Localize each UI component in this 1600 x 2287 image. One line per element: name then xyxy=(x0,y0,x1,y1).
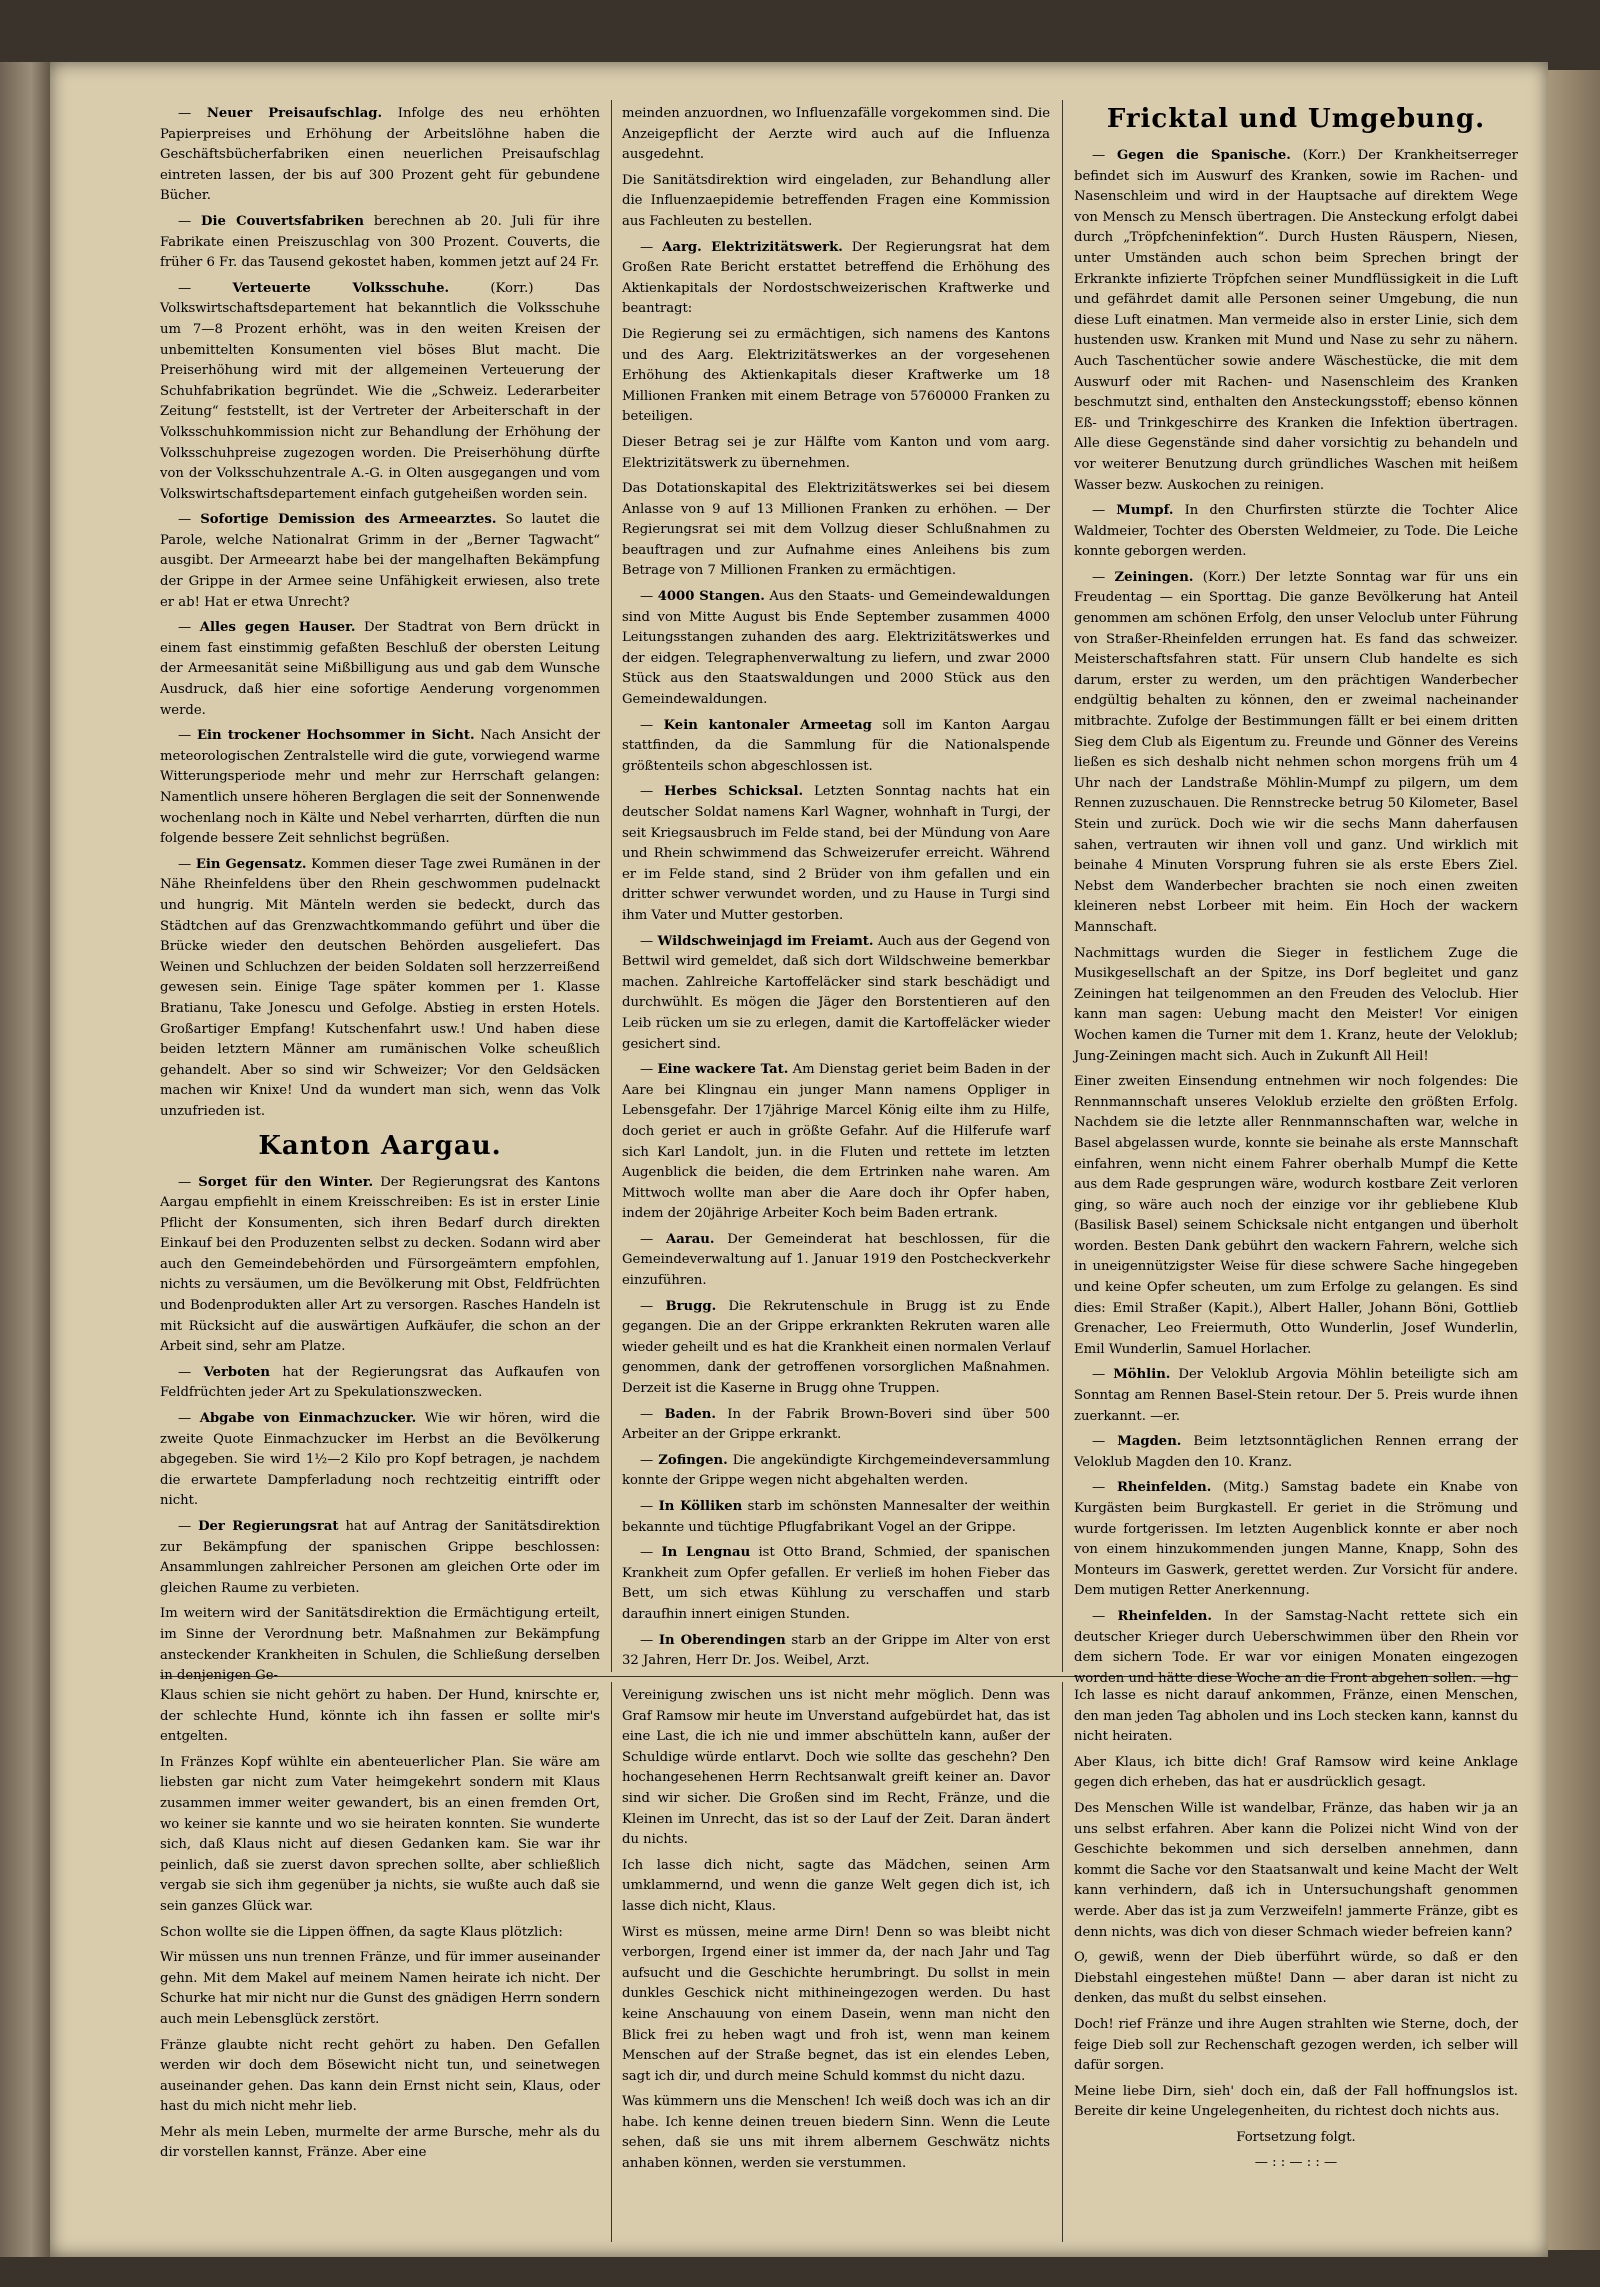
news-item: — Zeiningen. (Korr.) Der letzte Sonntag war für uns ein Freudentag — ein Sporttag. Die ganze Bevölkerung hat Anteil genommen am schönen Erfolg, den unser Veloclub unter Führung von Straßer-Rheinfelden errungen hat. Es fand das schweizer. Meisterschaftsfahren statt. Für unsern Club handelte es sich darum, erster zu werden, um den prächtigen Wanderbecher endgültig behalten zu können, den er zweimal nacheinander mitbrachte. Zufolge der Bestimmungen fällt er bei einem dritten Sieg dem Club als Eigentum zu. Freunde und Gönner des Vereins ließen es sich deshalb nicht nehmen schon morgens früh um 4 Uhr nach der Landstraße Möhlin-Mumpf zu pilgern, um dem Rennen zuzuschauen. Die Rennstrecke betrug 50 Kilometer, Basel Stein und zurück. Doch wie wir die sechs Mann daherfausen sahen, vertrauten wir ihnen voll und ganz. Und wirklich mit beinahe 4 Minuten Vorsprung fuhren sie als erste Ebers Ziel. Nebst dem Wanderbecher brachten sie noch einen zweiten kleineren nebst Lorbeer mit heim. Ein Hoch der wackern Mannschaft. xyxy=(1074,569,1519,935)
article-paragraph: Meine liebe Dirn, sieh' doch ein, daß der Fall hoffnungslos ist. Bereite dir keine Ungelegenheiten, du richtest doch nichts aus. xyxy=(1074,2083,1518,2120)
news-item: — Sofortige Demission des Armeearztes. So lautet die Parole, welche Nationalrat Grimm in der „Berner Tagwacht“ ausgibt. Der Armeearzt habe bei der mangelhaften Bekämpfung der Grippe in der Armee seine Unfähigkeit erwiesen, also trete er ab! Hat er etwa Unrecht? xyxy=(160,512,600,610)
news-item: — Herbes Schicksal. Letzten Sonntag nachts hat ein deutscher Soldat namens Karl Wagner, wohnhaft in Turgi, der seit Kriegsausbruch im Felde stand, bei der Mündung von Aare und Rhein schwimmend das Schweizerufer erreicht. Während er im Felde stand, sind 2 Brüder von ihm gefallen und ein dritter schwer verwundet worden, und zu Hause in Turgi sind ihm Vater und Mutter gestorben. xyxy=(622,784,1050,923)
article-paragraph: Wir müssen uns nun trennen Fränze, und für immer auseinander gehn. Mit dem Makel auf meinem Namen heirate ich nicht. Der Schurke hat mir nicht nur die Gunst des gnädigen Herrn sondern auch mein Lebensglück zerstört. xyxy=(160,1950,600,2027)
news-item-text: (Korr.) Der Krankheitserreger befindet sich im Auswurf des Kranken, sowie im Rachen- und Nasenschleim und wird in der Hauptsache auf direktem Wege von Mensch zu Mensch übertragen. Die Ansteckung erfolgt dabei durch „Tröpfcheninfektion“. Durch Husten Räuspern, Niesen, unter Umständen auch schon beim Sprechen bringt der Erkrankte infizierte Tröpfchen seiner Mundflüssigkeit in die Luft und gefährdet damit alle Personen seiner Umgebung, die nun diese Luft einatmen. Man vermeide also in erster Linie, sich dem hustenden usw. Kranken mit Mund und Nase zu sehr zu nähern. Auch Taschentücher sowie andere Wäschestücke, die mit dem Auswurf oder mit Rachen- und Nasenschleim des Kranken beschmutzt sind, enthalten den Ansteckungsstoff; ebenso können Eß- und Trinkgeschirre des Kranken die Infektion übertragen. Alle diese Gegenstände sind daher vorsichtig zu behandeln und vor weiterer Benutzung durch gründliches Waschen mit heißem Wasser bezw. Auskochen zu reinigen. xyxy=(1074,148,1518,493)
news-item: — Brugg. Die Rekrutenschule in Brugg ist zu Ende gegangen. Die an der Grippe erkrankten Rekruten waren alle wieder geheilt und es hat die Krankheit einen normalen Verlauf genommen, dank der getroffenen vorsorglichen Maßnahmen. Derzeit ist die Kaserne in Brugg ohne Truppen. xyxy=(622,1298,1051,1397)
news-item-keyword: Rheinfelden. xyxy=(1117,1608,1212,1624)
news-item: — Der Regierungsrat hat auf Antrag der Sanitätsdirektion zur Bekämpfung der spanischen Grippe beschlossen: Ansammlungen zahlreicher Personen am gleichen Orte oder im gleichen Raume zu verbieten. xyxy=(160,1519,600,1596)
news-item-keyword: 4000 Stangen. xyxy=(657,589,765,605)
news-item-text: Beim letztsonntäglichen Rennen errang der Veloklub Magden den 10. Kranz. xyxy=(1074,1434,1518,1470)
news-item-text: In den Churfirsten stürzte die Tochter Alice Waldmeier, Tochter des Obersten Weldmeier, zu Tode. Die Leiche konnte geborgen werden. xyxy=(1074,503,1518,560)
news-item: — Kein kantonaler Armeetag soll im Kanton Aargau stattfinden, da die Sammlung für die Nationalspende größtenteils schon abgeschlossen ist. xyxy=(622,717,1050,774)
news-item-text: Die angekündigte Kirchgemeindeversammlung konnte der Grippe wegen nicht abgehalten werden. xyxy=(622,1452,1050,1489)
news-item-text: (Korr.) Der letzte Sonntag war für uns ein Freudentag — ein Sporttag. Die ganze Bevölkerung hat Anteil genommen am schönen Erfolg, den unser Veloclub unter Führung von Straßer-Rheinfelden errungen hat. Es fand das schweizer. Meisterschaftsfahren statt. Für unsern Club handelte es sich darum, erster zu werden, um den prächtigen Wanderbecher endgültig behalten zu können, den er zweimal nacheinander mitbrachte. Zufolge der Bestimmungen fällt er bei einem dritten Sieg dem Club als Eigentum zu. Freunde und Gönner des Vereins ließen es sich deshalb nicht nehmen schon morgens früh um 4 Uhr nach der Landstraße Möhlin-Mumpf zu pilgern, um dem Rennen zuzuschauen. Die Rennstrecke betrug 50 Kilometer, Basel Stein und zurück. Doch wie wir die sechs Mann daherfausen sahen, vertrauten wir ihnen voll und ganz. Und wirklich mit beinahe 4 Minuten Vorsprung fuhren sie als erste Ebers Ziel. Nebst dem Wanderbecher brachten sie noch einen zweiten kleineren nebst Lorbeer mit heim. Ein Hoch der wackern Mannschaft. xyxy=(1074,569,1519,935)
news-item: — Möhlin. Der Veloklub Argovia Möhlin beteiligte sich am Sonntag am Rennen Basel-Stein retour. Der 5. Preis wurde ihnen zuerkannt. —er. xyxy=(1074,1367,1518,1424)
news-item: — Aarau. Der Gemeinderat hat beschlossen, für die Gemeindeverwaltung auf 1. Januar 1919 den Postcheckverkehr einzuführen. xyxy=(622,1231,1050,1289)
news-item-text: Der Gemeinderat hat beschlossen, für die Gemeindeverwaltung auf 1. Januar 1919 den Postcheckverkehr einzuführen. xyxy=(622,1231,1050,1289)
news-item: — Verboten hat der Regierungsrat das Aufkaufen von Feldfrüchten jeder Art zu Spekulationszwecken. xyxy=(160,1364,600,1401)
news-item: — Rheinfelden. (Mitg.) Samstag badete ein Knabe von Kurgästen beim Burgkastell. Er geriet in die Strömung und wurde fortgerissen. Im letzten Augenblick konnte er aber noch von einem hinzukommenden jungen Manne, Knapp, Sohn des Monteurs im Gaswerk, gerettet werden. Zur Vorsicht für andere. Dem mutigen Retter Anerkennung. xyxy=(1074,1480,1518,1599)
article-paragraph: Doch! rief Fränze und ihre Augen strahlten wie Sterne, doch, der feige Dieb soll zur Rechenschaft gezogen werden, ich selber will dafür sorgen. xyxy=(1074,2016,1518,2074)
news-item-keyword: In Oberendingen xyxy=(658,1632,786,1648)
article-paragraph: Mehr als mein Leben, murmelte der arme Bursche, mehr als du dir vorstellen kannst, Fränze. Aber eine xyxy=(160,2124,600,2161)
article-paragraph: Ich lasse dich nicht, sagte das Mädchen, seinen Arm umklammernd, und wenn die ganze Welt gegen dich ist, ich lasse dich nicht, Klaus. xyxy=(622,1857,1050,1914)
news-item-text: In der Samstag-Nacht rettete sich ein deutscher Krieger durch Ueberschwimmen über den Rhein vor dem sichern Tode. Er war vor einigen Monaten eingezogen worden und hätte diese Woche an die Front abgehen sollen. —hg xyxy=(1074,1608,1518,1686)
continuation-note: — : : — : : — xyxy=(1254,2155,1338,2171)
news-item-keyword: Mumpf. xyxy=(1116,503,1174,519)
news-item-text: So lautet die Parole, welche Nationalrat Grimm in der „Berner Tagwacht“ ausgibt. Der Armeearzt habe bei der mangelhaften Bekämpfung der Grippe in der Armee seine Unfähigkeit erwiesen, also trete er ab! Hat er etwa Unrecht? xyxy=(160,512,600,610)
news-item-text: Kommen dieser Tage zwei Rumänen in der Nähe Rheinfeldens über den Rhein geschwommen pudelnackt und hungrig. Mit Mänteln werden sie bedeckt, durch das Städtchen auf das Grenzwachtkommando geführt und über die Brücke wieder den deutschen Behörden ausgeliefert. Das Weinen und Schluchzen der beiden Soldaten soll herzzerreißend gewesen sein. Einige Tage später kommen per 1. Klasse Bratianu, Take Jonescu und Gefolge. Abstieg in ersten Hotels. Großartiger Empfang! Kutschenfahrt usw.! Und haben diese beiden letztern Männer am rumänischen Volke scheußlich gehandelt. Aber so sind wir Schweizer; Vor den Geldsäcken machen wir Knixe! Und da wundert man sich, wenn das Volk unzufrieden ist. xyxy=(160,856,601,1119)
news-item: — Ein trockener Hochsommer in Sicht. Nach Ansicht der meteorologischen Zentralstelle wird die gute, vorwiegend warme Witterungsperiode mehr und mehr zur Herrschaft gelangen: Namentlich unsere höheren Berglagen die seit der Sonnenwende wochenlang noch in Kälte und Nebel verharrten, dürften die nun folgende bessere Zeit sehnlichst begrüßen. xyxy=(160,728,600,847)
news-item-text: ist Otto Brand, Schmied, der spanischen Krankheit zum Opfer gefallen. Er verließ im hohen Fieber das Bett, um sich etwas Kühlung zu verschaffen und starb daraufhin innert einigen Stunden. xyxy=(622,1545,1050,1622)
news-item-keyword: Sorget für den Winter. xyxy=(198,1174,374,1190)
news-item: — Die Couvertsfabriken berechnen ab 20. Juli für ihre Fabrikate einen Preiszuschlag von 300 Prozent. Couverts, die früher 6 Fr. das Tausend gekostet haben, kommen jetzt auf 24 Fr. xyxy=(160,213,600,271)
news-item: — Ein Gegensatz. Kommen dieser Tage zwei Rumänen in der Nähe Rheinfeldens über den Rhein geschwommen pudelnackt und hungrig. Mit Mänteln werden sie bedeckt, durch das Städtchen auf das Grenzwachtkommando geführt und über die Brücke wieder den deutschen Behörden ausgeliefert. Das Weinen und Schluchzen der beiden Soldaten soll herzzerreißend gewesen sein. Einige Tage später kommen per 1. Klasse Bratianu, Take Jonescu und Gefolge. Abstieg in ersten Hotels. Großartiger Empfang! Kutschenfahrt usw.! Und haben diese beiden letztern Männer am rumänischen Volke scheußlich gehandelt. Aber so sind wir Schweizer; Vor den Geldsäcken machen wir Knixe! Und da wundert man sich, wenn das Volk unzufrieden ist. xyxy=(160,856,601,1119)
book-spine xyxy=(0,62,52,2257)
news-item: — Abgabe von Einmachzucker. Wie wir hören, wird die zweite Quote Einmachzucker im Herbst an die Bevölkerung abgegeben. Sie wird 1½—2 Kilo pro Kopf betragen, je nachdem die erwartete Dampferladung noch rechtzeitig eintrifft oder nicht. xyxy=(160,1411,600,1509)
news-item-text: Nach Ansicht der meteorologischen Zentralstelle wird die gute, vorwiegend warme Witterungsperiode mehr und mehr zur Herrschaft gelangen: Namentlich unsere höheren Berglagen die seit der Sonnenwende wochenlang noch in Kälte und Nebel verharrten, dürften die nun folgende bessere Zeit sehnlichst begrüßen. xyxy=(160,728,600,847)
news-item-keyword: Abgabe von Einmachzucker. xyxy=(199,1411,417,1427)
news-item-keyword: Aarau. xyxy=(666,1231,715,1247)
news-item: — Rheinfelden. In der Samstag-Nacht rettete sich ein deutscher Krieger durch Ueberschwimmen über den Rhein vor dem sichern Tode. Er war vor einigen Monaten eingezogen worden und hätte diese Woche an die Front abgehen sollen. —hg xyxy=(1074,1608,1518,1686)
news-item-keyword: In Lengnau xyxy=(661,1545,751,1561)
feuilleton-column-1 xyxy=(160,1686,600,2246)
news-item-text: Letzten Sonntag nachts hat ein deutscher Soldat namens Karl Wagner, wohnhaft in Turgi, der seit Kriegsausbruch im Felde stand, bei der Mündung von Aare und Rhein schwimmend das Schweizerufer erreicht. Während er im Felde stand, sind 2 Brüder von ihm gefallen und ein dritter schwer verwundet worden, und zu Hause in Turgi sind ihm Vater und Mutter gestorben. xyxy=(622,784,1050,923)
news-item-keyword: Verteuerte Volksschuhe. xyxy=(232,280,450,296)
news-item-text: Der Regierungsrat des Kantons Aargau empfiehlt in einem Kreisschreiben: Es ist in erster Linie Pflicht der Konsumenten, sich ihren Bedarf durch direkten Einkauf bei den Produzenten selbst zu decken. Sodann wird aber auch den Gemeindebehörden und Fürsorgeämtern empfohlen, nichts zu versäumen, um die Bevölkerung mit Obst, Feldfrüchten und Bodenprodukten aller Art zu versorgen. Rasches Handeln ist mit Rücksicht auf die auswärtigen Aufkäufer, die schon an der Arbeit sind, sehr am Platze. xyxy=(160,1174,600,1355)
news-item-text: soll im Kanton Aargau stattfinden, da die Sammlung für die Nationalspende größtenteils schon abgeschlossen ist. xyxy=(622,717,1050,774)
news-item-text: Auch aus der Gegend von Bettwil wird gemeldet, daß sich dort Wildschweine bemerkbar machen. Zahlreiche Kartoffeläcker sind stark beschädigt und durchwühlt. Es mögen die Jäger den Borstentieren auf den Leib rücken um sie zu erlegen, damit die Kartoffeläcker wieder gesichert sind. xyxy=(622,933,1050,1052)
news-item: — Baden. In der Fabrik Brown-Boveri sind über 500 Arbeiter an der Grippe erkrankt. xyxy=(622,1406,1050,1443)
news-item-text: (Korr.) Das Volkswirtschaftsdepartement hat bekanntlich die Volksschuhe um 7—8 Prozent erhöht, was in den weiten Kreisen der unbemittelten Konsumenten viel böses Blut macht. Die Preiserhöhung wird mit der allgemeinen Verteuerung der Schuhfabrikation begründet. Wie die „Schweiz. Lederarbeiter Zeitung“ feststellt, ist der Vertreter der Arbeiterschaft in der Volksschuhkommission nicht zur Behandlung der Erhöhung der Volksschuhpreise zugezogen worden. Die Preiserhöhung dürfte von der Volksschuhzentrale A.-G. in Olten ausgegangen und vom Volkswirtschaftsdepartement einfach gutgeheißen worden sein. xyxy=(160,280,600,502)
news-column-2 xyxy=(622,104,1050,1670)
news-item-keyword: Ein Gegensatz. xyxy=(195,856,307,872)
adjacent-page-edge xyxy=(1548,70,1600,2250)
news-item-text: berechnen ab 20. Juli für ihre Fabrikate einen Preiszuschlag von 300 Prozent. Couverts, die früher 6 Fr. das Tausend gekostet haben, kommen jetzt auf 24 Fr. xyxy=(160,213,600,271)
feuilleton-column-2 xyxy=(622,1686,1050,2246)
news-item-text: Die Rekrutenschule in Brugg ist zu Ende gegangen. Die an der Grippe erkrankten Rekruten waren alle wieder geheilt und es hat die Krankheit einen normalen Verlauf genommen, dank der getroffenen vorsorglichen Maßnahmen. Derzeit ist die Kaserne in Brugg ohne Truppen. xyxy=(622,1298,1051,1397)
article-paragraph: Nachmittags wurden die Sieger in festlichem Zuge die Musikgesellschaft an der Spitze, ins Dorf begleitet und ganz Zeiningen hat teilgenommen an den Freuden des Veloclub. Hier kann man sagen: Uebung macht den Meister! Vor einigen Wochen kamen die Turner mit dem 1. Kranz, heute der Veloklub; Jung-Zeiningen macht sich. Auch in Zukunft All Heil! xyxy=(1074,945,1518,1064)
article-paragraph: Was kümmern uns die Menschen! Ich weiß doch was ich an dir habe. Ich kenne deinen treuen biedern Sinn. Wenn die Leute sehen, daß sie uns mit ihrem albernem Geschwätz nichts anhaben können, werden sie verstummen. xyxy=(622,2094,1050,2172)
news-item-keyword: Magden. xyxy=(1117,1434,1182,1450)
column-rule xyxy=(611,1682,612,2242)
news-item-keyword: Baden. xyxy=(664,1406,716,1422)
article-paragraph: Aber Klaus, ich bitte dich! Graf Ramsow wird keine Anklage gegen dich erheben, das hat er ausdrücklich gesagt. xyxy=(1074,1754,1518,1791)
news-item: — Verteuerte Volksschuhe. (Korr.) Das Volkswirtschaftsdepartement hat bekanntlich die Volksschuhe um 7—8 Prozent erhöht, was in den weiten Kreisen der unbemittelten Konsumenten viel böses Blut macht. Die Preiserhöhung wird mit der allgemeinen Verteuerung der Schuhfabrikation begründet. Wie die „Schweiz. Lederarbeiter Zeitung“ feststellt, ist der Vertreter der Arbeiterschaft in der Volksschuhkommission nicht zur Behandlung der Erhöhung der Volksschuhpreise zugezogen worden. Die Preiserhöhung dürfte von der Volksschuhzentrale A.-G. in Olten ausgegangen und vom Volkswirtschaftsdepartement einfach gutgeheißen worden sein. xyxy=(160,280,600,502)
news-item: — Gegen die Spanische. (Korr.) Der Krankheitserreger befindet sich im Auswurf des Kranken, sowie im Rachen- und Nasenschleim und wird in der Hauptsache auf direktem Wege von Mensch zu Mensch übertragen. Die Ansteckung erfolgt dabei durch „Tröpfcheninfektion“. Durch Husten Räuspern, Niesen, unter Umständen auch schon beim Sprechen bringt der Erkrankte infizierte Tröpfchen seiner Mundflüssigkeit in die Luft und gefährdet damit alle Personen seiner Umgebung, die nun diese Luft einatmen. Man vermeide also in erster Linie, sich dem hustenden usw. Kranken mit Mund und Nase zu sehr zu nähern. Auch Taschentücher sowie andere Wäschestücke, die mit dem Auswurf oder mit Rachen- und Nasenschleim des Kranken beschmutzt sind, enthalten den Ansteckungsstoff; ebenso können Eß- und Trinkgeschirre des Kranken die Infektion übertragen. Alle diese Gegenstände sind daher vorsichtig zu behandeln und vor weiterer Benutzung durch gründliches Waschen mit heißem Wasser bezw. Auskochen zu reinigen. xyxy=(1074,148,1518,493)
news-item: — Zofingen. Die angekündigte Kirchgemeindeversammlung konnte der Grippe wegen nicht abgehalten werden. xyxy=(622,1452,1050,1489)
news-item-text: Der Regierungsrat hat dem Großen Rate Bericht erstattet betreffend die Erhöhung des Aktienkapitals der Nordostschweizerischen Kraftwerke und beantragt: xyxy=(622,239,1050,317)
news-item-text: (Mitg.) Samstag badete ein Knabe von Kurgästen beim Burgkastell. Er geriet in die Strömung und wurde fortgerissen. Im letzten Augenblick konnte er aber noch von einem hinzukommenden jungen Manne, Knapp, Sohn des Monteurs im Gaswerk, gerettet werden. Zur Vorsicht für andere. Dem mutigen Retter Anerkennung. xyxy=(1074,1480,1518,1599)
news-item-text: Der Stadtrat von Bern drückt in einem fast einstimmig gefaßten Beschluß der obersten Leitung der Armeesanität seine Mißbilligung aus und gab dem Wunsche Ausdruck, daß hier eine sofortige Aenderung vorgenommen werde. xyxy=(160,620,600,718)
news-item: — In Oberendingen starb an der Grippe im Alter von erst 32 Jahren, Herr Dr. Jos. Weibel, Arzt. xyxy=(622,1632,1050,1669)
news-item-text: Aus den Staats- und Gemeindewaldungen sind von Mitte August bis Ende September zusammen 4000 Leitungsstangen zuhanden des aarg. Elektrizitätswerkes und der eidgen. Telegraphenverwaltung zu liefern, und zwar 2000 Stück aus den Staatswaldungen und 2000 Stück aus den Gemeindewaldungen. xyxy=(622,589,1050,708)
section-heading: Fricktal und Umgebung. xyxy=(1106,104,1486,134)
section-heading: Kanton Aargau. xyxy=(258,1130,502,1161)
news-item-keyword: Ein trockener Hochsommer in Sicht. xyxy=(197,728,475,744)
news-item-text: Der Veloklub Argovia Möhlin beteiligte sich am Sonntag am Rennen Basel-Stein retour. Der 5. Preis wurde ihnen zuerkannt. —er. xyxy=(1074,1367,1518,1424)
news-item: — Alles gegen Hauser. Der Stadtrat von Bern drückt in einem fast einstimmig gefaßten Beschluß der obersten Leitung der Armeesanität seine Mißbilligung aus und gab dem Wunsche Ausdruck, daß hier eine sofortige Aenderung vorgenommen werde. xyxy=(160,620,600,718)
article-paragraph: Die Sanitätsdirektion wird eingeladen, zur Behandlung aller die Influenzaepidemie betreffenden Fragen eine Kommission aus Fachleuten zu bestellen. xyxy=(622,172,1050,229)
news-item-keyword: Herbes Schicksal. xyxy=(664,784,804,800)
news-column-3 xyxy=(1074,96,1519,1686)
news-item-text: Wie wir hören, wird die zweite Quote Einmachzucker im Herbst an die Bevölkerung abgegeben. Sie wird 1½—2 Kilo pro Kopf betragen, je nachdem die erwartete Dampferladung noch rechtzeitig eintrifft oder nicht. xyxy=(160,1411,600,1509)
news-item-keyword: Möhlin. xyxy=(1113,1367,1171,1383)
article-paragraph: Ich lasse es nicht darauf ankommen, Fränze, einen Menschen, den man jeden Tag abholen und ins Loch stecken kann, kannst du nicht heiraten. xyxy=(1074,1688,1518,1745)
news-item-text: starb an der Grippe im Alter von erst 32 Jahren, Herr Dr. Jos. Weibel, Arzt. xyxy=(622,1632,1050,1669)
news-item-text: In der Fabrik Brown-Boveri sind über 500 Arbeiter an der Grippe erkrankt. xyxy=(622,1406,1050,1443)
news-item-text: hat der Regierungsrat das Aufkaufen von Feldfrüchten jeder Art zu Spekulationszwecken. xyxy=(160,1364,600,1401)
news-column-1 xyxy=(160,104,601,1684)
news-item: — Mumpf. In den Churfirsten stürzte die Tochter Alice Waldmeier, Tochter des Obersten Weldmeier, zu Tode. Die Leiche konnte geborgen werden. xyxy=(1074,503,1518,560)
column-rule xyxy=(1062,1682,1063,2242)
news-item-keyword: Aarg. Elektrizitätswerk. xyxy=(662,239,843,255)
news-item: — Sorget für den Winter. Der Regierungsrat des Kantons Aargau empfiehlt in einem Kreisschreiben: Es ist in erster Linie Pflicht der Konsumenten, sich ihren Bedarf durch direkten Einkauf bei den Produzenten selbst zu decken. Sodann wird aber auch den Gemeindebehörden und Fürsorgeämtern empfohlen, nichts zu versäumen, um die Bevölkerung mit Obst, Feldfrüchten und Bodenprodukten aller Art zu versorgen. Rasches Handeln ist mit Rücksicht auf die auswärtigen Aufkäufer, die schon an der Arbeit sind, sehr am Platze. xyxy=(160,1174,600,1355)
news-item-text: Infolge des neu erhöhten Papierpreises und Erhöhung der Arbeitslöhne haben die Geschäftsbücherfabriken einen neuerlichen Preisaufschlag eintreten lassen, der bis auf 300 Prozent geht für gebundene Bücher. xyxy=(160,106,600,204)
article-paragraph: Schon wollte sie die Lippen öffnen, da sagte Klaus plötzlich: xyxy=(160,1924,563,1940)
news-item: — 4000 Stangen. Aus den Staats- und Gemeindewaldungen sind von Mitte August bis Ende September zusammen 4000 Leitungsstangen zuhanden des aarg. Elektrizitätswerkes und der eidgen. Telegraphenverwaltung zu liefern, und zwar 2000 Stück aus den Staatswaldungen und 2000 Stück aus den Gemeindewaldungen. xyxy=(622,589,1050,708)
news-item-text: hat auf Antrag der Sanitätsdirektion zur Bekämpfung der spanischen Grippe beschlossen: Ansammlungen zahlreicher Personen am gleichen Orte oder im gleichen Raume zu verbieten. xyxy=(160,1519,600,1596)
article-paragraph: Fränze glaubte nicht recht gehört zu haben. Den Gefallen werden wir doch dem Bösewicht nicht tun, und seinetwegen auseinander gehen. Das kann dein Ernst nicht sein, Klaus, oder hast du mich nicht mehr lieb. xyxy=(160,2037,600,2115)
news-item: — Neuer Preisaufschlag. Infolge des neu erhöhten Papierpreises und Erhöhung der Arbeitslöhne haben die Geschäftsbücherfabriken einen neuerlichen Preisaufschlag eintreten lassen, der bis auf 300 Prozent geht für gebundene Bücher. xyxy=(160,106,600,204)
article-paragraph: O, gewiß, wenn der Dieb überführt würde, so daß er den Diebstahl eingestehen müßte! Dann — aber daran ist nicht zu denken, das mußt du selbst einsehen. xyxy=(1074,1950,1518,2007)
news-item-keyword: Wildschweinjagd im Freiamt. xyxy=(657,933,874,949)
article-paragraph: Vereinigung zwischen uns ist nicht mehr möglich. Denn was Graf Ramsow mir heute im Unverstand aufgebürdet hat, das ist eine Last, die ich nie und immer abschütteln kann, außer der Schuldige würde entlarvt. Doch wie sollte das geschehn? Den hochangesehenen Herrn Rechtsanwalt greift keiner an. Davor sind wir sicher. Die Großen sind im Recht, Fränze, und die Kleinen im Unrecht, das ist so der Lauf der Zeit. Daran ändert du nichts. xyxy=(622,1688,1050,1848)
article-paragraph: meinden anzuordnen, wo Influenzafälle vorgekommen sind. Die Anzeigepflicht der Aerzte wird auch auf die Influenza ausgedehnt. xyxy=(622,106,1050,163)
news-item-keyword: Alles gegen Hauser. xyxy=(199,620,356,636)
article-paragraph: Im weitern wird der Sanitätsdirektion die Ermächtigung erteilt, im Sinne der Verordnung betr. Maßnahmen zur Bekämpfung ansteckender Krankheiten in Schulen, die Schließung derselben in denjenigen Ge- xyxy=(160,1606,600,1684)
article-paragraph: Die Regierung sei zu ermächtigen, sich namens des Kantons und des Aarg. Elektrizitätswerkes an der vorgesehenen Erhöhung des Aktienkapitals dieser Kraftwerke um 18 Millionen Franken mit einem Betrage von 5760000 Franken zu beteiligen. xyxy=(622,326,1050,425)
news-item: — Wildschweinjagd im Freiamt. Auch aus der Gegend von Bettwil wird gemeldet, daß sich dort Wildschweine bemerkbar machen. Zahlreiche Kartoffeläcker sind stark beschädigt und durchwühlt. Es mögen die Jäger den Borstentieren auf den Leib rücken um sie zu erlegen, damit die Kartoffeläcker wieder gesichert sind. xyxy=(622,933,1050,1052)
article-paragraph: Wirst es müssen, meine arme Dirn! Denn so was bleibt nicht verborgen, Irgend einer ist immer da, der nach Jahr und Tag aufsucht und die Geschichte herumbringt. Du sollst in mein dunkles Geschick nicht mithineingezogen werden. Du hast keine Anschauung von einem Dasein, wenn man nicht den Blick frei zu heben wagt und froh ist, wenn man keinem Menschen auf der Straße begnet, das ist ein elendes Leben, sagt ich dir, und durch meine Schuld kommst du nicht dazu. xyxy=(622,1924,1050,2084)
news-item-keyword: Sofortige Demission des Armeearztes. xyxy=(200,512,497,528)
news-item-text: Am Dienstag geriet beim Baden in der Aare bei Klingnau ein junger Mann namens Oppliger in Lebensgefahr. Der 17jährige Marcel König eilte ihm zu Hilfe, doch geriet er auch in größte Gefahr. Auf die Hilferufe warf sich Karl Landolt, jun. in die Fluten und rettete im letzten Augenblick die beiden, die dem Ertrinken nahe waren. Am Mittwoch wollte man aber die Aare doch ihr Opfer haben, indem der 20jährige Arbeiter Koch beim Baden ertrank. xyxy=(622,1062,1050,1222)
news-item-keyword: Zeiningen. xyxy=(1114,569,1194,585)
news-item-keyword: Die Couvertsfabriken xyxy=(201,213,364,229)
news-item: — In Kölliken starb im schönsten Mannesalter der weithin bekannte und tüchtige Pflugfabrikant Vogel an der Grippe. xyxy=(622,1499,1051,1535)
news-item-keyword: Zofingen. xyxy=(658,1452,728,1468)
news-item-keyword: In Kölliken xyxy=(658,1499,743,1514)
news-item: — Aarg. Elektrizitätswerk. Der Regierungsrat hat dem Großen Rate Bericht erstattet betreffend die Erhöhung des Aktienkapitals der Nordostschweizerischen Kraftwerke und beantragt: xyxy=(622,239,1050,317)
news-item-keyword: Verboten xyxy=(203,1364,271,1380)
news-item: — Eine wackere Tat. Am Dienstag geriet beim Baden in der Aare bei Klingnau ein junger Mann namens Oppliger in Lebensgefahr. Der 17jährige Marcel König eilte ihm zu Hilfe, doch geriet er auch in größte Gefahr. Auf die Hilferufe warf sich Karl Landolt, jun. in die Fluten und rettete im letzten Augenblick die beiden, die dem Ertrinken nahe waren. Am Mittwoch wollte man aber die Aare doch ihr Opfer haben, indem der 20jährige Arbeiter Koch beim Baden ertrank. xyxy=(622,1062,1050,1222)
news-item-keyword: Rheinfelden. xyxy=(1116,1480,1212,1496)
article-paragraph: Dieser Betrag sei je zur Hälfte vom Kanton und vom aarg. Elektrizitätswerk zu übernehmen. xyxy=(622,434,1050,471)
feuilleton-column-3 xyxy=(1074,1686,1518,2246)
news-item-keyword: Eine wackere Tat. xyxy=(657,1062,789,1078)
news-item: — Magden. Beim letztsonntäglichen Rennen errang der Veloklub Magden den 10. Kranz. xyxy=(1074,1434,1518,1470)
article-paragraph: Des Menschen Wille ist wandelbar, Fränze, das haben wir ja an uns selbst erfahren. Aber kann die Polizei nicht Wind von der Geschichte bekommen und sich derselben annehmen, dann kommt die Sache vor den Staatsanwalt und keine Macht der Welt kann verhindern, daß ich in Untersuchungshaft genommen werde. Aber das ist ja zum Verzweifeln! jammerte Fränze, gibt es denn nichts, was dich von dieser Schmach wieder befreien kann? xyxy=(1074,1800,1518,1940)
article-paragraph: Das Dotationskapital des Elektrizitätswerkes sei bei diesem Anlasse von 9 auf 13 Millionen Franken zu erhöhen. — Der Regierungsrat sei mit dem Vollzug dieser Schlußnahmen zu beauftragen und zur Aufnahme eines Anleihens bis zum Betrage von 7 Millionen Franken zu ermächtigen. xyxy=(622,481,1050,579)
continuation-note: Fortsetzung folgt. xyxy=(1236,2129,1356,2145)
news-item: — In Lengnau ist Otto Brand, Schmied, der spanischen Krankheit zum Opfer gefallen. Er verließ im hohen Fieber das Bett, um sich etwas Kühlung zu verschaffen und starb daraufhin innert einigen Stunden. xyxy=(622,1545,1050,1622)
column-rule xyxy=(611,100,612,1672)
column-rule xyxy=(1062,100,1063,1672)
article-paragraph: In Fränzes Kopf wühlte ein abenteuerlicher Plan. Sie wäre am liebsten gar nicht zum Vater heimgekehrt sondern mit Klaus zusammen immer weiter gewandert, bis an einen fremden Ort, wo keiner sie kannte und wo sie heiraten konnten. Sie wunderte sich, daß Klaus nicht auf diesen Gedanken kam. Sie war ihr peinlich, daß sie zuerst davon sprechen sollte, aber schließlich vergab sie sich ihm gegenüber ja nichts, sie wußte auch daß sie sein ganzes Glück war. xyxy=(160,1754,600,1914)
news-item-keyword: Der Regierungsrat xyxy=(198,1519,339,1534)
article-paragraph: Klaus schien sie nicht gehört zu haben. Der Hund, knirschte er, der schlechte Hund, könnte ich ihn fassen er sollte mir's entgelten. xyxy=(160,1688,600,1745)
news-item-keyword: Brugg. xyxy=(665,1298,717,1314)
news-item-keyword: Neuer Preisaufschlag. xyxy=(206,106,383,121)
news-item-keyword: Gegen die Spanische. xyxy=(1117,148,1291,163)
news-item-keyword: Kein kantonaler Armeetag xyxy=(663,717,872,733)
article-paragraph: Einer zweiten Einsendung entnehmen wir noch folgendes: Die Rennmannschaft unseres Veloklub erzielte den größten Erfolg. Nachdem sie die letzte aller Rennmannschaften war, welche in Basel abgelassen wurde, konnte sie beinahe als erste Mannschaft einfahren, wenn nicht einem Fahrer oberhalb Mumpf die Kette aus dem Rade gesprungen wäre, wodurch kostbare Zeit verloren ging, so wäre auch noch der einzige vor ihr gebliebene Klub (Basilisk Basel) seinem Schicksale nicht entgangen und überholt worden. Besten Dank gebührt den wackern Fahrern, welche sich in uneigennützigster Weise für diese schwere Sache hingegeben und keine Opfer scheuten, um zum Erfolge zu gelangen. Es sind dies: Emil Straßer (Kapit.), Albert Haller, Johann Böni, Gottlieb Grenacher, Leo Freiermuth, Otto Wunderlin, Josef Wunderlin, Emil Wunderlin, Samuel Horlacher. xyxy=(1074,1074,1518,1357)
news-item-text: starb im schönsten Mannesalter der weithin bekannte und tüchtige Pflugfabrikant Vogel an der Grippe. xyxy=(622,1499,1051,1535)
